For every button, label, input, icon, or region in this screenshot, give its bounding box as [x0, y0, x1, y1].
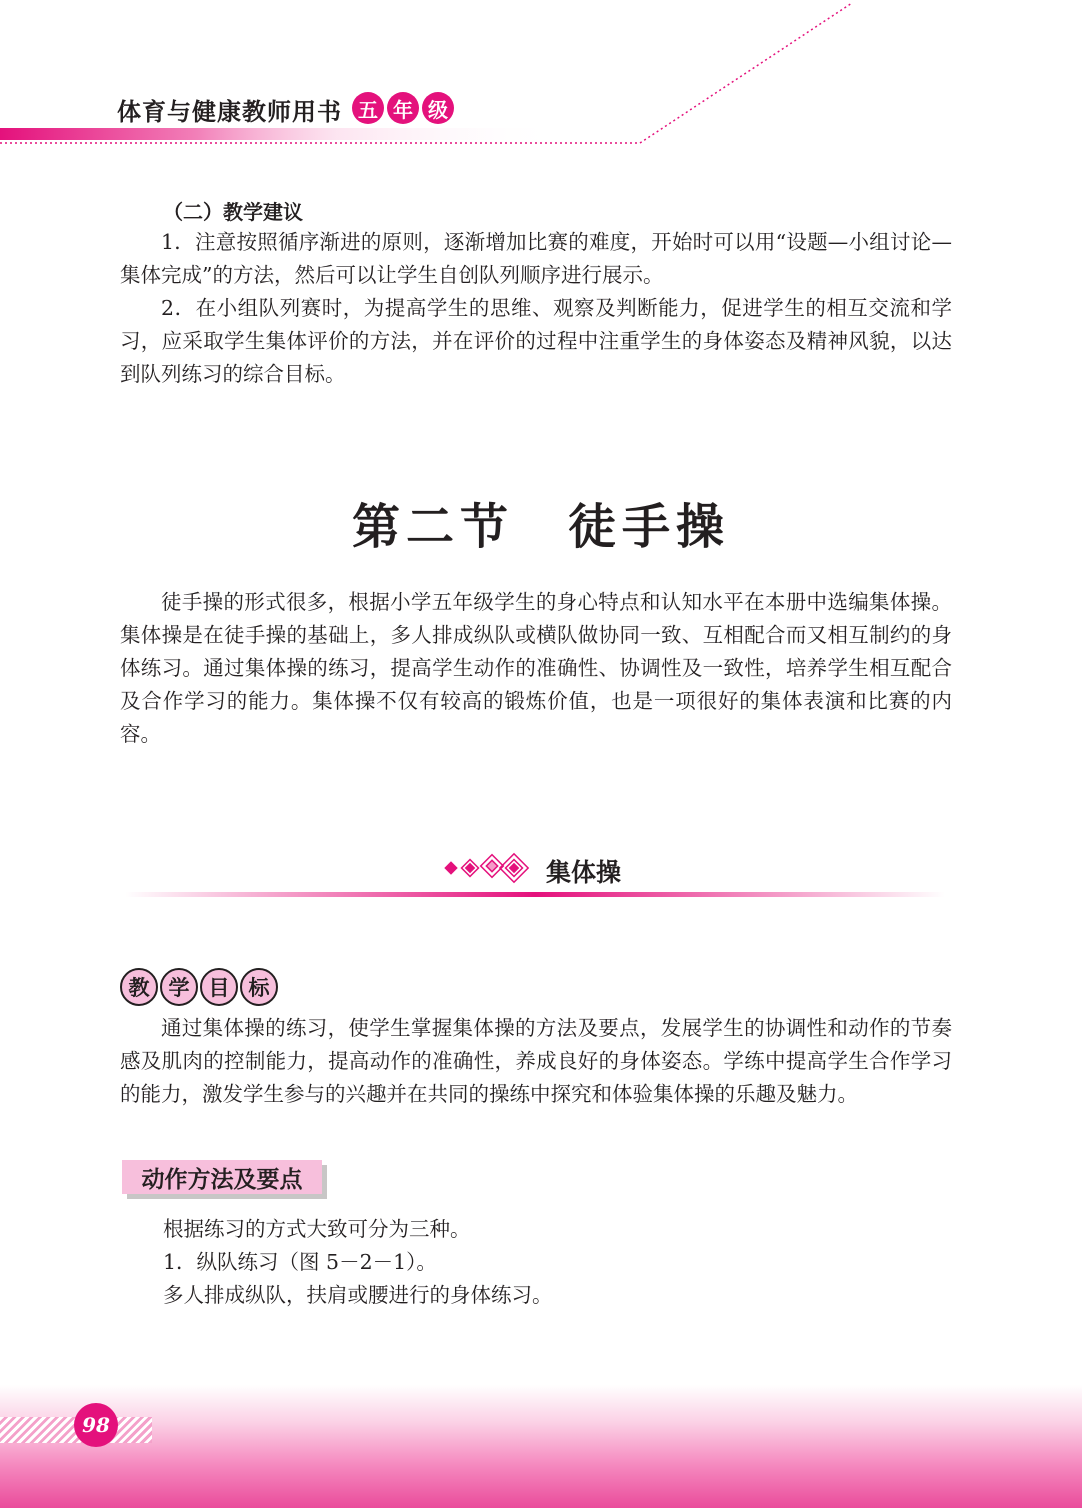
section-intro: 徒手操的形式很多，根据小学五年级学生的身心特点和认知水平在本册中选编集体操。集体操是在徒手操的基础上，多人排成纵队或横队做协同一致、互相配合而又相互制约的身体练习。通过集体操的练习，提高学生动作的准确性、协调性及一致性，培养学生相互配合及合作学习的能力。集体操不仅有较高的锻炼价值，也是一项很好的集体表演和比赛的内容。 [120, 590, 952, 746]
section-title: 第二节 徒手操 [351, 499, 730, 555]
diamond-ornament-icon [444, 852, 534, 888]
method-line: 多人排成纵队，扶肩或腰进行的身体练习。 [163, 1283, 553, 1307]
goal-char: 教 [120, 968, 158, 1006]
grade-char: 级 [422, 92, 454, 124]
suggestion-item: 1．注意按照循序渐进的原则，逐渐增加比赛的难度，开始时可以用“设题—小组讨论—集体完成”的方法，然后可以让学生自创队列顺序进行展示。 [120, 230, 952, 287]
goal-char: 学 [160, 968, 198, 1006]
goal-char: 目 [200, 968, 238, 1006]
goals-label [120, 968, 278, 1006]
footer-band [0, 1385, 1082, 1508]
grade-char: 五 [352, 92, 384, 124]
grade-char: 年 [387, 92, 419, 124]
suggestion-item: 2．在小组队列赛时，为提高学生的思维、观察及判断能力，促进学生的相互交流和学习，应采取学生集体评价的方法，并在评价的过程中注重学生的身体姿态及精神风貌，以达到队列练习的综合目标。 [120, 296, 952, 386]
page-number: 98 [74, 1403, 118, 1447]
header-decoration [0, 0, 1082, 160]
method-line: 根据练习的方式大致可分为三种。 [163, 1217, 471, 1241]
group-divider [125, 892, 945, 897]
header-dotted-diagonal [640, 3, 852, 143]
method-label: 动作方法及要点 [122, 1160, 322, 1194]
header-bar [0, 128, 560, 140]
goals-text: 通过集体操的练习，使学生掌握集体操的方法及要点，发展学生的协调性和动作的节奏感及肌肉的控制能力，提高动作的准确性，养成良好的身体姿态。学练中提高学生合作学习的能力，激发学生参与的兴趣并在共同的操练中探究和体验集体操的乐趣及魅力。 [120, 1016, 952, 1106]
grade-badge [352, 92, 454, 124]
group-title: 集体操 [546, 858, 622, 887]
method-line: 1．纵队练习（图 5－2－1）。 [163, 1250, 437, 1274]
goal-char: 标 [240, 968, 278, 1006]
suggestions-heading: （二）教学建议 [163, 200, 303, 224]
book-title: 体育与健康教师用书 [117, 97, 342, 126]
